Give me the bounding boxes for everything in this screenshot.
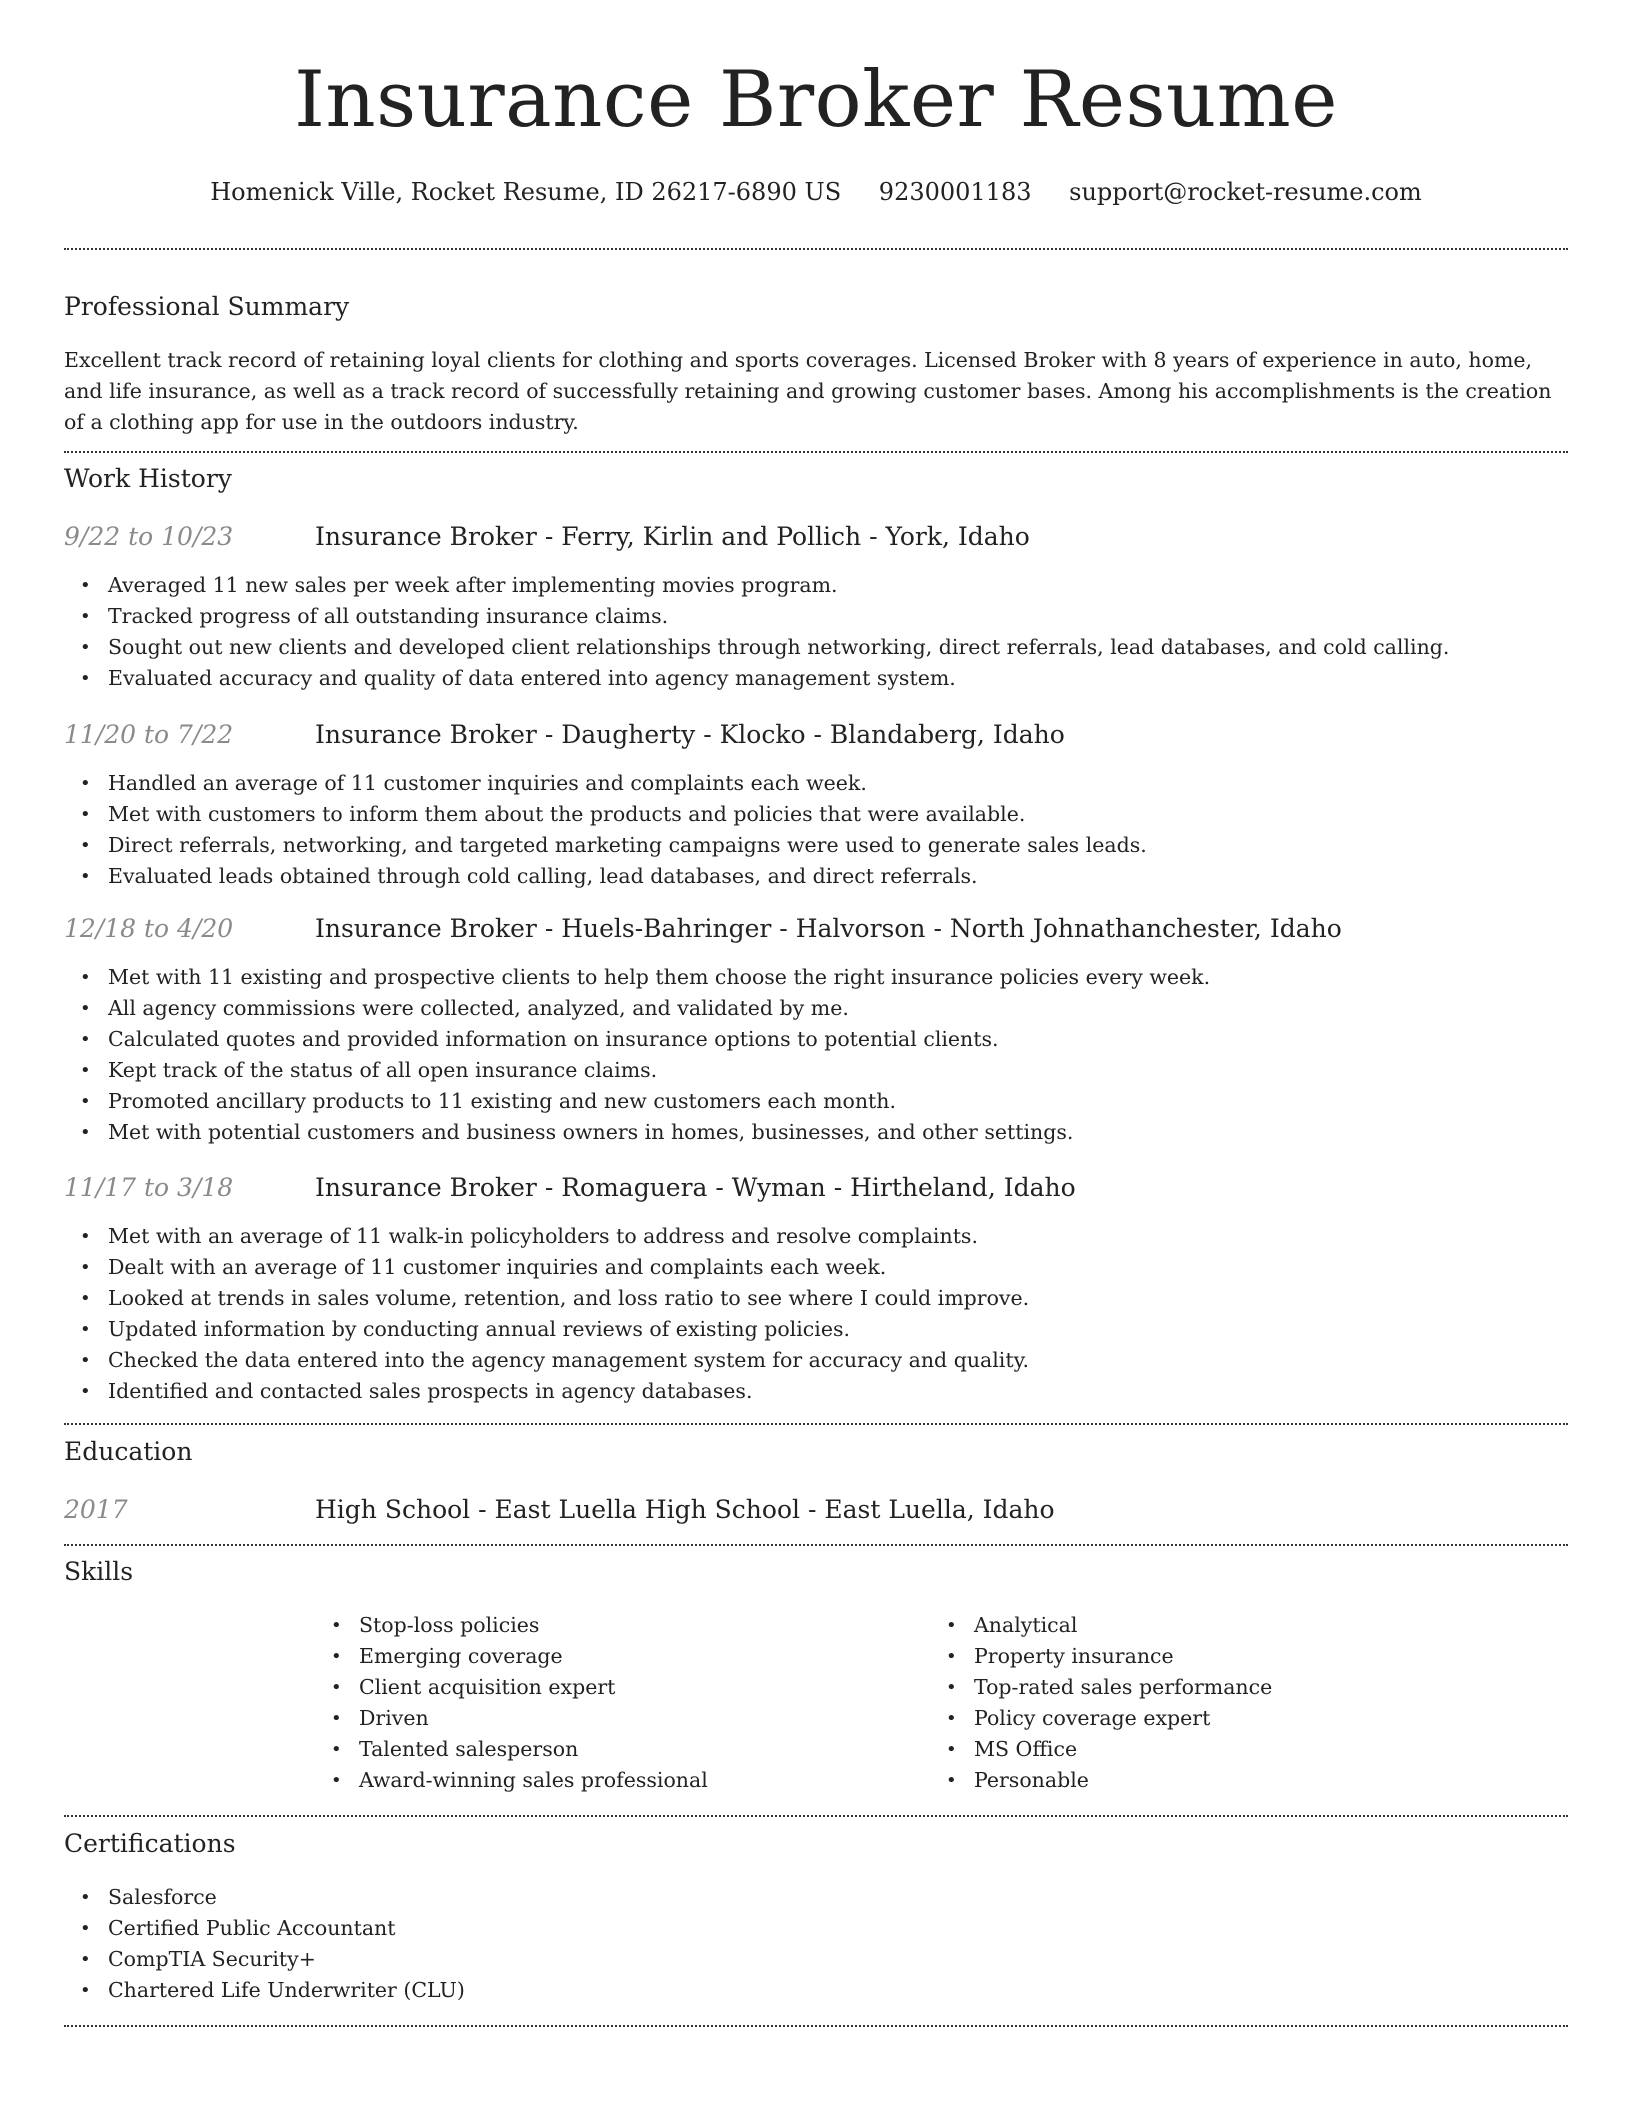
section-heading-skills: Skills <box>64 1557 134 1586</box>
list-item: • Evaluated accuracy and quality of data entered into agency management system. <box>64 663 1568 694</box>
list-item: • Met with 11 existing and prospective clients to help them choose the right insurance policies every week. <box>64 962 1568 993</box>
resume-page <box>64 0 1568 2027</box>
job-entry <box>64 913 1568 1148</box>
resume-title: Insurance Broker Resume <box>294 55 1338 145</box>
list-item: • Emerging coverage <box>315 1641 930 1672</box>
list-item: • Certified Public Accountant <box>64 1913 1568 1944</box>
skills-columns <box>315 1610 1568 1796</box>
list-item: • Direct referrals, networking, and targeted marketing campaigns were used to generate sales leads. <box>64 830 1568 861</box>
job-bullets <box>64 962 1568 1148</box>
section-divider <box>64 451 1568 453</box>
job-bullets <box>64 1221 1568 1407</box>
section-heading-summary: Professional Summary <box>64 292 350 321</box>
list-item: • Met with customers to inform them about the products and policies that were available. <box>64 799 1568 830</box>
list-item: • Client acquisition expert <box>315 1672 930 1703</box>
section-heading-work-history: Work History <box>64 464 232 493</box>
summary-text: Excellent track record of retaining loyal clients for clothing and sports coverages. Licensed Broker with 8 years of experience in auto, home, and life insurance, as well as a track record of successfully retaining and growing customer bases. Among his accomplishments is the creation of a clothing app for use in the outdoors industry. <box>64 348 1552 434</box>
section-divider <box>64 1423 1568 1425</box>
list-item: • Met with an average of 11 walk-in policyholders to address and resolve complaints. <box>64 1221 1568 1252</box>
job-dates: 12/18 to 4/20 <box>64 914 234 943</box>
section-heading-certifications: Certifications <box>64 1829 236 1858</box>
education-year: 2017 <box>64 1495 128 1524</box>
list-item: • Chartered Life Underwriter (CLU) <box>64 1975 1568 2006</box>
job-dates: 11/20 to 7/22 <box>64 720 234 749</box>
list-item: • Talented salesperson <box>315 1734 930 1765</box>
education-title: High School - East Luella High School - East Luella, Idaho <box>315 1495 1055 1524</box>
list-item: • Personable <box>930 1765 1545 1796</box>
job-title: Insurance Broker - Daugherty - Klocko - Blandaberg, Idaho <box>315 720 1065 749</box>
list-item: • Averaged 11 new sales per week after implementing movies program. <box>64 570 1568 601</box>
education-entry <box>64 1494 1568 1526</box>
list-item: • Updated information by conducting annual reviews of existing policies. <box>64 1314 1568 1345</box>
list-item: • Identified and contacted sales prospects in agency databases. <box>64 1376 1568 1407</box>
section-heading-education: Education <box>64 1437 193 1466</box>
section-divider <box>64 1544 1568 1546</box>
section-divider <box>64 1815 1568 1817</box>
job-entry <box>64 719 1568 892</box>
job-title: Insurance Broker - Romaguera - Wyman - Hirtheland, Idaho <box>315 1173 1076 1202</box>
list-item: • All agency commissions were collected, analyzed, and validated by me. <box>64 993 1568 1024</box>
job-title: Insurance Broker - Huels-Bahringer - Halvorson - North Johnathanchester, Idaho <box>315 914 1342 943</box>
job-entry <box>64 1172 1568 1407</box>
section-divider <box>64 248 1568 250</box>
job-entry <box>64 521 1568 694</box>
skills-list-left <box>315 1610 930 1796</box>
list-item: • Driven <box>315 1703 930 1734</box>
job-dates: 11/17 to 3/18 <box>64 1173 234 1202</box>
list-item: • Looked at trends in sales volume, retention, and loss ratio to see where I could improve. <box>64 1283 1568 1314</box>
list-item: • Calculated quotes and provided information on insurance options to potential clients. <box>64 1024 1568 1055</box>
job-dates: 9/22 to 10/23 <box>64 522 234 551</box>
job-bullets <box>64 570 1568 694</box>
job-title: Insurance Broker - Ferry, Kirlin and Pollich - York, Idaho <box>315 522 1030 551</box>
list-item: • Tracked progress of all outstanding insurance claims. <box>64 601 1568 632</box>
list-item: • Analytical <box>930 1610 1545 1641</box>
list-item: • Policy coverage expert <box>930 1703 1545 1734</box>
contact-email: support@rocket-resume.com <box>1069 178 1422 206</box>
section-divider <box>64 2025 1568 2027</box>
list-item: • Evaluated leads obtained through cold calling, lead databases, and direct referrals. <box>64 861 1568 892</box>
list-item: • Stop-loss policies <box>315 1610 930 1641</box>
contact-address: Homenick Ville, Rocket Resume, ID 26217-6890 US <box>210 178 842 206</box>
skills-list-right <box>930 1610 1545 1796</box>
contact-line <box>64 176 1568 208</box>
list-item: • Award-winning sales professional <box>315 1765 930 1796</box>
list-item: • Handled an average of 11 customer inquiries and complaints each week. <box>64 768 1568 799</box>
certifications-list <box>64 1882 1568 2006</box>
job-bullets <box>64 768 1568 892</box>
list-item: • Salesforce <box>64 1882 1568 1913</box>
list-item: • MS Office <box>930 1734 1545 1765</box>
list-item: • Property insurance <box>930 1641 1545 1672</box>
contact-phone: 9230001183 <box>878 178 1032 206</box>
list-item: • Kept track of the status of all open insurance claims. <box>64 1055 1568 1086</box>
list-item: • Top-rated sales performance <box>930 1672 1545 1703</box>
list-item: • CompTIA Security+ <box>64 1944 1568 1975</box>
list-item: • Checked the data entered into the agency management system for accuracy and quality. <box>64 1345 1568 1376</box>
list-item: • Met with potential customers and business owners in homes, businesses, and other settings. <box>64 1117 1568 1148</box>
list-item: • Promoted ancillary products to 11 existing and new customers each month. <box>64 1086 1568 1117</box>
list-item: • Dealt with an average of 11 customer inquiries and complaints each week. <box>64 1252 1568 1283</box>
list-item: • Sought out new clients and developed client relationships through networking, direct referrals, lead databases, and cold calling. <box>64 632 1568 663</box>
